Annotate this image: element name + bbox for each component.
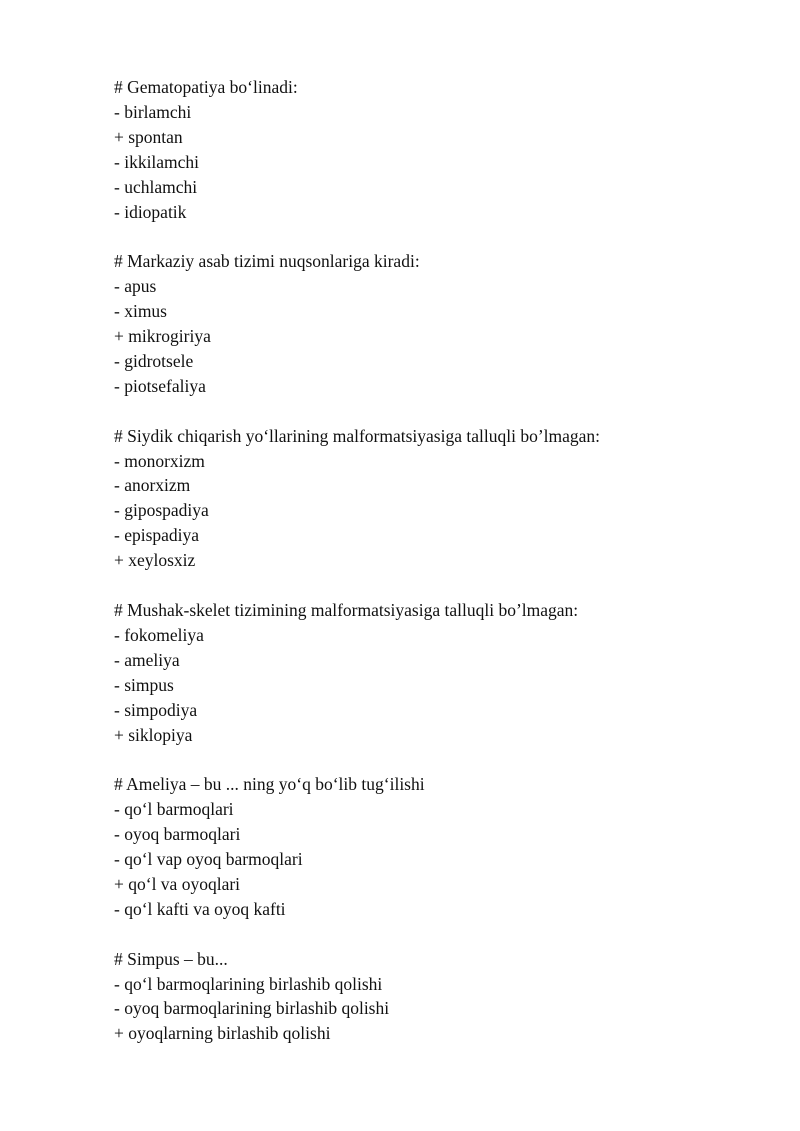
answer-option: - idiopatik	[114, 201, 187, 222]
question-block	[114, 947, 754, 1047]
answer-option: - simpus	[114, 674, 174, 695]
answer-option: + xeylosxiz	[114, 550, 196, 571]
answer-option: + qo‘l va oyoqlari	[114, 873, 241, 894]
answer-option: - simpodiya	[114, 699, 198, 720]
question-prompt: # Mushak-skelet tizimining malformatsiyasiga talluqli bo’lmagan:	[114, 599, 579, 620]
question-block	[114, 75, 754, 224]
answer-option: - epispadiya	[114, 525, 200, 546]
question-prompt: # Markaziy asab tizimi nuqsonlariga kiradi:	[114, 251, 420, 272]
answer-option: - uchlamchi	[114, 176, 198, 197]
answer-option: - qo‘l vap oyoq barmoqlari	[114, 849, 303, 870]
answer-option: - qo‘l barmoqlarining birlashib qolishi	[114, 973, 383, 994]
question-prompt: # Gematopatiya bo‘linadi:	[114, 77, 298, 97]
answer-option: - apus	[114, 276, 157, 297]
answer-option: + oyoqlarning birlashib qolishi	[114, 1023, 331, 1044]
question-prompt: # Ameliya – bu ... ning yo‘q bo‘lib tug‘ilishi	[114, 774, 425, 795]
answer-option: - monorxizm	[114, 450, 205, 471]
answer-option: - ikkilamchi	[114, 151, 200, 172]
question-block	[114, 772, 754, 921]
question-block	[114, 598, 754, 747]
answer-option: + mikrogiriya	[114, 326, 211, 347]
answer-option: - qo‘l kafti va oyoq kafti	[114, 898, 286, 919]
question-prompt: # Siydik chiqarish yo‘llarining malformatsiyasiga talluqli bo’lmagan:	[114, 425, 601, 446]
document-page	[114, 75, 754, 1071]
answer-option: - ameliya	[114, 649, 180, 670]
answer-option: - gipospadiya	[114, 500, 209, 521]
answer-option: - ximus	[114, 301, 167, 322]
answer-option: - oyoq barmoqlarining birlashib qolishi	[114, 998, 390, 1019]
question-block	[114, 424, 754, 573]
answer-option: - gidrotsele	[114, 350, 194, 371]
answer-option: - qo‘l barmoqlari	[114, 799, 234, 820]
answer-option: - birlamchi	[114, 101, 192, 122]
answer-option: + spontan	[114, 126, 183, 147]
question-prompt: # Simpus – bu...	[114, 948, 228, 969]
answer-option: + siklopiya	[114, 724, 193, 745]
answer-option: - anorxizm	[114, 475, 191, 496]
answer-option: - piotsefaliya	[114, 375, 206, 396]
answer-option: - fokomeliya	[114, 624, 204, 645]
answer-option: - oyoq barmoqlari	[114, 824, 241, 845]
question-block	[114, 249, 754, 398]
